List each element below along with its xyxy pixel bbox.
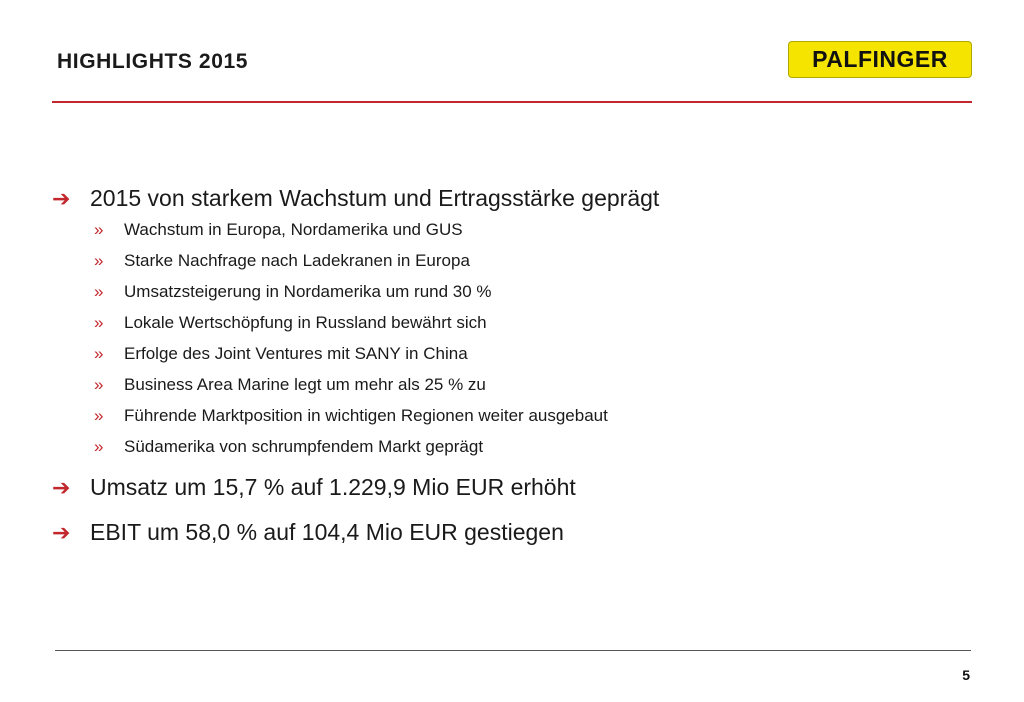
bullet-level1-label: 2015 von starkem Wachstum und Ertragsstärke geprägt [90,185,660,211]
arrow-right-icon: ➔ [52,520,71,545]
double-chevron-right-icon: » [94,406,104,425]
list-item-label: Lokale Wertschöpfung in Russland bewährt sich [124,313,487,332]
list-item-label: Führende Marktposition in wichtigen Regionen weiter ausgebaut [124,406,608,425]
list-item [52,405,952,427]
page-title: HIGHLIGHTS 2015 [57,50,249,73]
bullet-level1-label: EBIT um 58,0 % auf 104,4 Mio EUR gestiegen [90,519,564,545]
arrow-right-icon: ➔ [52,186,71,211]
palfinger-logo [788,41,972,78]
bullet-level1-label: Umsatz um 15,7 % auf 1.229,9 Mio EUR erhöht [90,474,576,500]
arrow-right-icon: ➔ [52,475,71,500]
logo-text: PALFINGER [812,46,948,72]
list-item-label: Umsatzsteigerung in Nordamerika um rund 30 % [124,282,492,301]
list-item [52,374,952,396]
page-number: 5 [962,667,970,683]
list-item [52,281,952,303]
list-item-label: Südamerika von schrumpfendem Markt geprägt [124,437,484,456]
sub-bullet-list [52,219,952,458]
list-item-label: Wachstum in Europa, Nordamerika und GUS [124,220,463,239]
list-item [52,250,952,272]
footer-divider [55,650,971,651]
list-item [52,312,952,334]
list-item-label: Erfolge des Joint Ventures mit SANY in China [124,344,468,363]
list-item [52,436,952,458]
bullet-level1 [52,517,952,547]
list-item [52,343,952,365]
list-item-label: Starke Nachfrage nach Ladekranen in Europa [124,251,470,270]
slide-content [52,183,952,553]
double-chevron-right-icon: » [94,313,104,332]
bullet-level1 [52,472,952,502]
list-item [52,219,952,241]
double-chevron-right-icon: » [94,344,104,363]
bullet-level1 [52,183,952,213]
header-divider [52,101,972,103]
double-chevron-right-icon: » [94,437,104,456]
double-chevron-right-icon: » [94,220,104,239]
double-chevron-right-icon: » [94,375,104,394]
double-chevron-right-icon: » [94,282,104,301]
double-chevron-right-icon: » [94,251,104,270]
list-item-label: Business Area Marine legt um mehr als 25 % zu [124,375,486,394]
